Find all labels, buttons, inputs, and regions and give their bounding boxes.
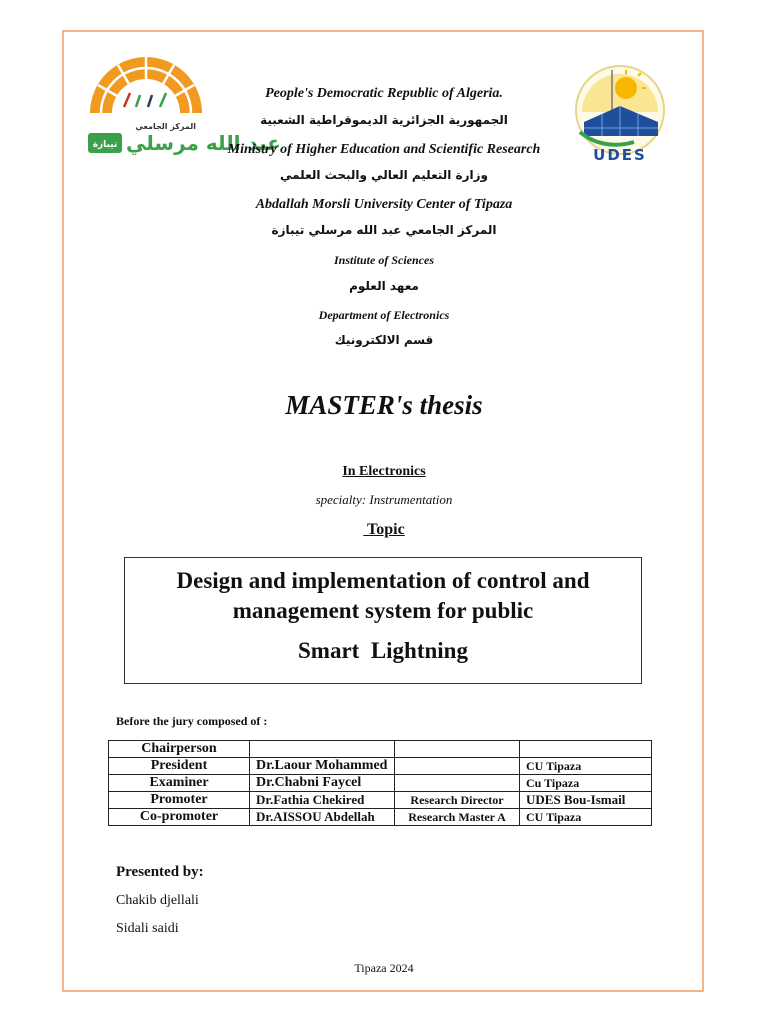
jury-institution bbox=[520, 741, 652, 758]
thesis-specialty: specialty: Instrumentation bbox=[315, 492, 453, 507]
thesis-field: In Electronics bbox=[342, 464, 426, 479]
jury-rank bbox=[395, 775, 520, 792]
topic-line-2: management system for public bbox=[232, 598, 534, 623]
ministry-en: Ministry of Higher Education and Scientific Research bbox=[227, 142, 541, 157]
jury-institution: UDES Bou-Ismail bbox=[520, 792, 652, 809]
jury-institution: Cu Tipaza bbox=[520, 775, 652, 792]
jury-intro: Before the jury composed of : bbox=[116, 714, 268, 728]
jury-institution: CU Tipaza bbox=[520, 809, 652, 826]
topic-line-3: Smart Lightning bbox=[298, 638, 468, 663]
table-row bbox=[109, 792, 652, 809]
student-name: Sidali saidi bbox=[116, 921, 179, 936]
topic-box bbox=[124, 557, 642, 684]
logo-udes-text: UDES bbox=[593, 146, 647, 164]
jury-name: Dr.Laour Mohammed bbox=[250, 758, 395, 775]
student-name: Chakib djellali bbox=[116, 893, 199, 908]
department-en: Department of Electronics bbox=[318, 308, 450, 322]
jury-institution: CU Tipaza bbox=[520, 758, 652, 775]
institute-ar: معهد العلوم bbox=[349, 279, 419, 293]
jury-name: Dr.Chabni Faycel bbox=[250, 775, 395, 792]
jury-rank bbox=[395, 758, 520, 775]
jury-rank: Research Master A bbox=[395, 809, 520, 826]
jury-table bbox=[108, 740, 652, 826]
institute-en: Institute of Sciences bbox=[333, 253, 434, 267]
table-row bbox=[109, 758, 652, 775]
university-en: Abdallah Morsli University Center of Tipaza bbox=[255, 197, 513, 212]
svg-text:المركز الجامعي: المركز الجامعي bbox=[135, 122, 196, 131]
jury-name bbox=[250, 741, 395, 758]
republic-ar: الجمهورية الجزائرية الديموقراطية الشعبية bbox=[260, 113, 508, 127]
topic-label: Topic bbox=[363, 521, 405, 538]
table-row bbox=[109, 809, 652, 826]
presented-label: Presented by: bbox=[116, 864, 204, 880]
topic-line-1: Design and implementation of control and bbox=[176, 568, 590, 593]
jury-role: Chairperson bbox=[109, 741, 250, 758]
jury-rank bbox=[395, 741, 520, 758]
table-row bbox=[109, 775, 652, 792]
jury-role: President bbox=[109, 758, 250, 775]
republic-en: People's Democratic Republic of Algeria. bbox=[265, 86, 503, 101]
jury-name: Dr.AISSOU Abdellah bbox=[250, 809, 395, 826]
jury-role: Co-promoter bbox=[109, 809, 250, 826]
university-ar: المركز الجامعي عبد الله مرسلي تيبازة bbox=[271, 223, 497, 237]
place-year: Tipaza 2024 bbox=[354, 961, 414, 975]
department-ar: قسم الالكترونيك bbox=[334, 333, 434, 347]
jury-role: Promoter bbox=[109, 792, 250, 809]
logo-calligraphy: عبد الله مرسلي bbox=[126, 131, 281, 155]
thesis-title: MASTER's thesis bbox=[285, 390, 483, 420]
table-row bbox=[109, 741, 652, 758]
jury-name: Dr.Fathia Chekired bbox=[250, 792, 395, 809]
jury-rank: Research Director bbox=[395, 792, 520, 809]
svg-text:تيبازة: تيبازة bbox=[92, 140, 118, 150]
ministry-ar: وزارة التعليم العالي والبحث العلمي bbox=[279, 168, 489, 182]
jury-role: Examiner bbox=[109, 775, 250, 792]
